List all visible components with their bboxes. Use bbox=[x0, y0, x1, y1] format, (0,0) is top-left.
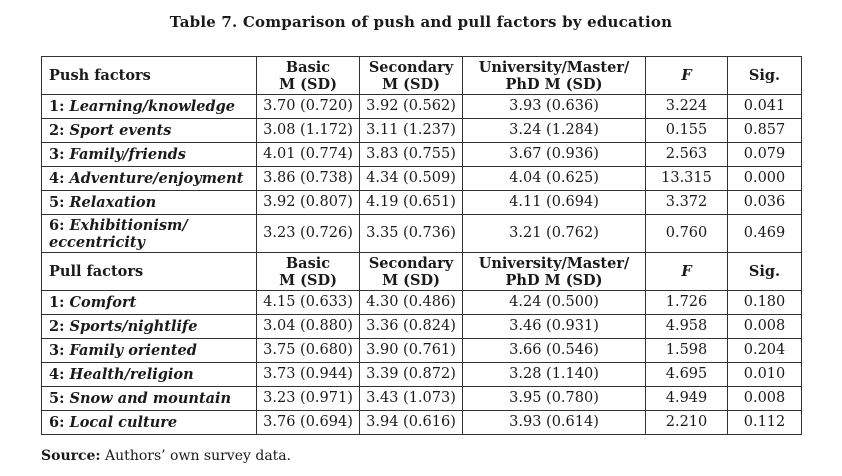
basic-value: 3.75 (0.680) bbox=[257, 339, 360, 363]
university-value: 3.24 (1.284) bbox=[463, 119, 646, 143]
basic-value: 3.23 (0.726) bbox=[257, 215, 360, 253]
factor-name: Adventure/enjoyment bbox=[69, 170, 244, 187]
basic-value: 3.70 (0.720) bbox=[257, 95, 360, 119]
factor-name: Sport events bbox=[69, 122, 172, 139]
factor-label bbox=[42, 387, 257, 411]
secondary-value: 4.19 (0.651) bbox=[360, 191, 463, 215]
table-row bbox=[42, 191, 802, 215]
university-value: 3.28 (1.140) bbox=[463, 363, 646, 387]
f-value: 3.224 bbox=[646, 95, 728, 119]
factor-number: 1: bbox=[49, 294, 70, 311]
factor-number: 4: bbox=[49, 366, 70, 383]
pull-header-row bbox=[42, 253, 802, 291]
header-f: F bbox=[646, 57, 728, 95]
f-value: 4.949 bbox=[646, 387, 728, 411]
university-value: 3.67 (0.936) bbox=[463, 143, 646, 167]
factor-number: 6: bbox=[49, 414, 70, 431]
header-university: University/Master/ PhD M (SD) bbox=[463, 253, 646, 291]
sig-value: 0.008 bbox=[728, 315, 802, 339]
basic-value: 4.15 (0.633) bbox=[257, 291, 360, 315]
university-value: 3.93 (0.614) bbox=[463, 411, 646, 435]
basic-value: 3.04 (0.880) bbox=[257, 315, 360, 339]
sig-value: 0.079 bbox=[728, 143, 802, 167]
factor-number: 5: bbox=[49, 194, 70, 211]
factor-number: 3: bbox=[49, 146, 70, 163]
sig-value: 0.857 bbox=[728, 119, 802, 143]
factor-label bbox=[42, 315, 257, 339]
header-f: F bbox=[646, 253, 728, 291]
source-note bbox=[41, 448, 291, 464]
table-row bbox=[42, 167, 802, 191]
factor-number: 6: bbox=[49, 216, 70, 234]
secondary-value: 4.30 (0.486) bbox=[360, 291, 463, 315]
sig-value: 0.041 bbox=[728, 95, 802, 119]
factor-label bbox=[42, 411, 257, 435]
factor-label bbox=[42, 119, 257, 143]
factor-label bbox=[42, 291, 257, 315]
basic-value: 3.08 (1.172) bbox=[257, 119, 360, 143]
table-row bbox=[42, 363, 802, 387]
header-secondary: Secondary M (SD) bbox=[360, 253, 463, 291]
basic-value: 3.86 (0.738) bbox=[257, 167, 360, 191]
source-text: Authors’ own survey data. bbox=[100, 448, 292, 464]
factor-label bbox=[42, 215, 257, 253]
secondary-value: 3.94 (0.616) bbox=[360, 411, 463, 435]
factor-number: 3: bbox=[49, 342, 70, 359]
f-value: 2.210 bbox=[646, 411, 728, 435]
factor-name: Family oriented bbox=[69, 342, 197, 359]
factor-label bbox=[42, 339, 257, 363]
sig-value: 0.469 bbox=[728, 215, 802, 253]
secondary-value: 3.83 (0.755) bbox=[360, 143, 463, 167]
sig-value: 0.180 bbox=[728, 291, 802, 315]
sig-value: 0.036 bbox=[728, 191, 802, 215]
f-value: 3.372 bbox=[646, 191, 728, 215]
sig-value: 0.112 bbox=[728, 411, 802, 435]
secondary-value: 3.90 (0.761) bbox=[360, 339, 463, 363]
basic-value: 3.23 (0.971) bbox=[257, 387, 360, 411]
push-header-row bbox=[42, 57, 802, 95]
table-row bbox=[42, 315, 802, 339]
sig-value: 0.010 bbox=[728, 363, 802, 387]
factor-name: Sports/nightlife bbox=[69, 318, 198, 335]
push-section-label: Push factors bbox=[42, 57, 257, 95]
factor-name: Family/friends bbox=[69, 146, 186, 163]
factor-number: 5: bbox=[49, 390, 70, 407]
factor-label bbox=[42, 143, 257, 167]
factor-label bbox=[42, 95, 257, 119]
table-row bbox=[42, 387, 802, 411]
secondary-value: 3.11 (1.237) bbox=[360, 119, 463, 143]
factor-name: Relaxation bbox=[69, 194, 157, 211]
table-row bbox=[42, 291, 802, 315]
university-value: 3.95 (0.780) bbox=[463, 387, 646, 411]
table-title: Table 7. Comparison of push and pull factors by education bbox=[169, 13, 673, 31]
f-value: 0.760 bbox=[646, 215, 728, 253]
sig-value: 0.204 bbox=[728, 339, 802, 363]
header-university: University/Master/ PhD M (SD) bbox=[463, 57, 646, 95]
f-value: 2.563 bbox=[646, 143, 728, 167]
factor-name: Health/religion bbox=[69, 366, 194, 383]
university-value: 4.04 (0.625) bbox=[463, 167, 646, 191]
table-row bbox=[42, 411, 802, 435]
f-value: 1.598 bbox=[646, 339, 728, 363]
secondary-value: 3.39 (0.872) bbox=[360, 363, 463, 387]
f-value: 4.695 bbox=[646, 363, 728, 387]
secondary-value: 4.34 (0.509) bbox=[360, 167, 463, 191]
basic-value: 3.92 (0.807) bbox=[257, 191, 360, 215]
basic-value: 3.73 (0.944) bbox=[257, 363, 360, 387]
basic-value: 3.76 (0.694) bbox=[257, 411, 360, 435]
university-value: 4.11 (0.694) bbox=[463, 191, 646, 215]
header-sig: Sig. bbox=[728, 57, 802, 95]
header-secondary: Secondary M (SD) bbox=[360, 57, 463, 95]
basic-value: 4.01 (0.774) bbox=[257, 143, 360, 167]
table-row bbox=[42, 143, 802, 167]
factor-label bbox=[42, 363, 257, 387]
sig-value: 0.000 bbox=[728, 167, 802, 191]
f-value: 0.155 bbox=[646, 119, 728, 143]
factor-number: 2: bbox=[49, 122, 70, 139]
secondary-value: 3.35 (0.736) bbox=[360, 215, 463, 253]
factor-number: 1: bbox=[49, 98, 70, 115]
factor-label bbox=[42, 167, 257, 191]
factor-number: 4: bbox=[49, 170, 70, 187]
header-basic: Basic M (SD) bbox=[257, 253, 360, 291]
f-value: 13.315 bbox=[646, 167, 728, 191]
sig-value: 0.008 bbox=[728, 387, 802, 411]
university-value: 3.93 (0.636) bbox=[463, 95, 646, 119]
factor-name: Snow and mountain bbox=[69, 390, 232, 407]
education-comparison-table bbox=[41, 56, 802, 435]
table-row bbox=[42, 215, 802, 253]
f-value: 4.958 bbox=[646, 315, 728, 339]
factor-name: Comfort bbox=[69, 294, 137, 311]
university-value: 4.24 (0.500) bbox=[463, 291, 646, 315]
university-value: 3.66 (0.546) bbox=[463, 339, 646, 363]
factor-label bbox=[42, 191, 257, 215]
header-sig: Sig. bbox=[728, 253, 802, 291]
table-row bbox=[42, 119, 802, 143]
table-row bbox=[42, 95, 802, 119]
factor-name: Local culture bbox=[69, 414, 178, 431]
factor-number: 2: bbox=[49, 318, 70, 335]
university-value: 3.46 (0.931) bbox=[463, 315, 646, 339]
secondary-value: 3.36 (0.824) bbox=[360, 315, 463, 339]
factor-name: Learning/knowledge bbox=[69, 98, 235, 115]
university-value: 3.21 (0.762) bbox=[463, 215, 646, 253]
pull-section-label: Pull factors bbox=[42, 253, 257, 291]
secondary-value: 3.92 (0.562) bbox=[360, 95, 463, 119]
f-value: 1.726 bbox=[646, 291, 728, 315]
header-basic: Basic M (SD) bbox=[257, 57, 360, 95]
source-label: Source: bbox=[41, 448, 101, 464]
table-row bbox=[42, 339, 802, 363]
factor-name: Exhibitionism/ eccentricity bbox=[49, 216, 188, 251]
secondary-value: 3.43 (1.073) bbox=[360, 387, 463, 411]
